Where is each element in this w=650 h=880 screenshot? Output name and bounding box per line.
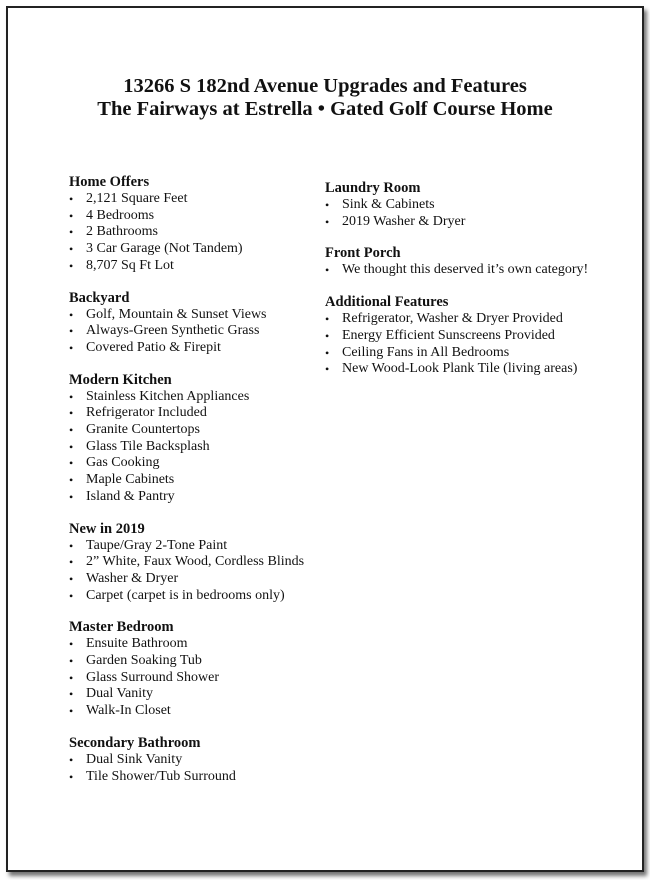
bullet-icon: • xyxy=(69,670,74,685)
list-item xyxy=(325,328,625,345)
document-title: 13266 S 182nd Avenue Upgrades and Features xyxy=(123,75,527,97)
list-item xyxy=(69,489,339,506)
list-item xyxy=(69,241,339,258)
section-heading: Backyard xyxy=(69,289,130,306)
section-heading: Laundry Room xyxy=(325,180,421,196)
list-item xyxy=(69,752,339,769)
bullet-icon: • xyxy=(69,473,74,488)
section-secondary-bathroom xyxy=(69,735,339,785)
bullet-list xyxy=(69,389,339,506)
bullet-icon: • xyxy=(325,362,330,377)
bullet-list xyxy=(69,636,339,720)
bullet-icon: • xyxy=(69,588,74,603)
bullet-icon: • xyxy=(69,769,74,784)
bullet-icon: • xyxy=(325,328,330,343)
bullet-icon: • xyxy=(325,263,330,278)
bullet-list xyxy=(69,752,339,785)
section-heading: Secondary Bathroom xyxy=(69,734,201,751)
list-item-text: 2019 Washer & Dryer xyxy=(342,213,466,229)
bullet-icon: • xyxy=(69,208,74,223)
list-item xyxy=(69,588,339,605)
list-item xyxy=(325,197,625,214)
list-item-text: Energy Efficient Sunscreens Provided xyxy=(342,327,555,343)
bullet-icon: • xyxy=(69,324,74,339)
bullet-icon: • xyxy=(69,489,74,504)
list-item xyxy=(69,554,339,571)
bullet-icon: • xyxy=(69,687,74,702)
list-item-text: Ceiling Fans in All Bedrooms xyxy=(342,344,510,360)
bullet-icon: • xyxy=(69,340,74,355)
section-master-bedroom xyxy=(69,619,339,720)
bullet-icon: • xyxy=(69,704,74,719)
list-item-text: Always-Green Synthetic Grass xyxy=(86,323,260,339)
bullet-list xyxy=(69,538,339,605)
list-item xyxy=(69,208,339,225)
list-item-text: Sink & Cabinets xyxy=(342,197,435,212)
list-item-text: Taupe/Gray 2-Tone Paint xyxy=(86,537,228,553)
list-item xyxy=(69,653,339,670)
list-item xyxy=(69,571,339,588)
list-item-text: Golf, Mountain & Sunset Views xyxy=(86,306,267,322)
list-item xyxy=(69,703,339,720)
list-item-text: Garden Soaking Tub xyxy=(86,653,202,669)
section-heading: Master Bedroom xyxy=(69,619,174,636)
list-item-text: 2,121 Square Feet xyxy=(86,191,188,206)
list-item-text: New Wood-Look Plank Tile (living areas) xyxy=(342,361,578,377)
bullet-icon: • xyxy=(69,637,74,652)
list-item-text: Dual Vanity xyxy=(86,686,154,702)
list-item-text: Tile Shower/Tub Surround xyxy=(86,768,236,784)
bullet-icon: • xyxy=(69,389,74,404)
list-item-text: Ensuite Bathroom xyxy=(86,636,188,652)
list-item-text: Carpet (carpet is in bedrooms only) xyxy=(86,587,285,603)
list-item xyxy=(325,361,625,378)
section-additional-features xyxy=(325,294,625,378)
bullet-icon: • xyxy=(69,571,74,586)
bullet-icon: • xyxy=(325,214,330,229)
list-item xyxy=(69,323,339,340)
list-item-text: Granite Countertops xyxy=(86,422,200,438)
list-item xyxy=(325,262,625,279)
list-item xyxy=(69,258,339,275)
list-item xyxy=(325,214,625,231)
list-item xyxy=(69,538,339,555)
bullet-icon: • xyxy=(69,225,74,240)
right-column xyxy=(325,180,625,393)
list-item-text: We thought this deserved it’s own category! xyxy=(342,262,589,278)
list-item-text: Walk-In Closet xyxy=(86,703,171,719)
list-item-text: Glass Surround Shower xyxy=(86,669,219,685)
list-item-text: 8,707 Sq Ft Lot xyxy=(86,257,174,273)
list-item xyxy=(69,389,339,406)
list-item-text: Washer & Dryer xyxy=(86,570,179,586)
list-item xyxy=(69,455,339,472)
list-item-text: Island & Pantry xyxy=(86,488,175,504)
section-heading: Home Offers xyxy=(69,174,150,190)
list-item xyxy=(69,307,339,324)
bullet-list xyxy=(69,191,339,275)
list-item xyxy=(69,670,339,687)
bullet-icon: • xyxy=(325,198,330,212)
list-item-text: 3 Car Garage (Not Tandem) xyxy=(86,241,243,257)
section-home-offers xyxy=(69,174,339,275)
list-item xyxy=(325,345,625,362)
list-item-text: Refrigerator Included xyxy=(86,405,207,421)
bullet-icon: • xyxy=(69,406,74,421)
list-item-text: Stainless Kitchen Appliances xyxy=(86,388,250,404)
section-backyard xyxy=(69,290,339,357)
list-item xyxy=(69,340,339,357)
section-modern-kitchen xyxy=(69,372,339,506)
bullet-icon: • xyxy=(69,423,74,438)
bullet-list xyxy=(69,307,339,357)
bullet-icon: • xyxy=(69,242,74,257)
left-column xyxy=(69,174,339,800)
section-heading: Modern Kitchen xyxy=(69,371,172,388)
list-item xyxy=(69,472,339,489)
document-subtitle: The Fairways at Estrella • Gated Golf Course Home xyxy=(97,98,553,120)
list-item xyxy=(69,422,339,439)
list-item-text: 4 Bedrooms xyxy=(86,207,155,223)
list-item-text: Glass Tile Backsplash xyxy=(86,438,210,454)
list-item xyxy=(69,636,339,653)
bullet-list xyxy=(325,262,625,279)
bullet-icon: • xyxy=(69,439,74,454)
list-item xyxy=(325,311,625,328)
list-item-text: 2” White, Faux Wood, Cordless Blinds xyxy=(86,554,305,570)
bullet-list xyxy=(325,197,625,230)
bullet-icon: • xyxy=(325,312,330,327)
list-item xyxy=(69,769,339,786)
bullet-icon: • xyxy=(69,192,74,206)
bullet-list xyxy=(325,311,625,378)
bullet-icon: • xyxy=(69,654,74,669)
list-item-text: Refrigerator, Washer & Dryer Provided xyxy=(342,311,563,327)
list-item xyxy=(69,224,339,241)
list-item xyxy=(69,405,339,422)
list-item-text: Gas Cooking xyxy=(86,455,160,471)
bullet-icon: • xyxy=(69,752,74,767)
section-heading: Additional Features xyxy=(325,294,449,311)
list-item xyxy=(69,439,339,456)
list-item-text: Dual Sink Vanity xyxy=(86,751,183,767)
bullet-icon: • xyxy=(69,307,74,322)
bullet-icon: • xyxy=(69,538,74,553)
section-front-porch xyxy=(325,245,625,279)
section-heading: Front Porch xyxy=(325,245,401,262)
list-item-text: 2 Bathrooms xyxy=(86,224,158,240)
bullet-icon: • xyxy=(69,456,74,471)
bullet-icon: • xyxy=(325,345,330,360)
list-item-text: Covered Patio & Firepit xyxy=(86,339,221,355)
list-item xyxy=(69,191,339,208)
list-item-text: Maple Cabinets xyxy=(86,472,175,488)
list-item xyxy=(69,686,339,703)
section-new-in-2019 xyxy=(69,521,339,605)
section-heading: New in 2019 xyxy=(69,520,145,537)
bullet-icon: • xyxy=(69,258,74,273)
section-laundry-room xyxy=(325,180,625,230)
bullet-icon: • xyxy=(69,555,74,570)
